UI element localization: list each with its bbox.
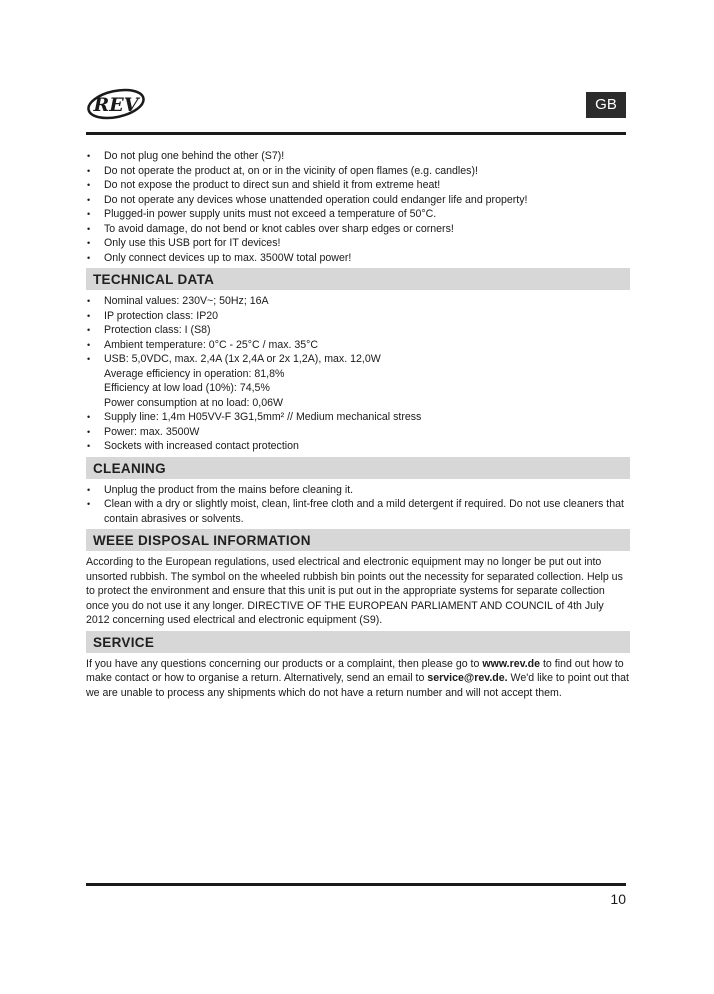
list-item: • Nominal values: 230V~; 50Hz; 16A	[86, 294, 630, 309]
usb-spec: • USB: 5,0VDC, max. 2,4A (1x 2,4A or 2x 1,2A), max. 12,0W	[104, 353, 381, 365]
rev-logo-text: REV	[93, 94, 139, 116]
service-text-part: to find out how to make contact or how to organise a return. Alternatively, send an email to	[86, 657, 624, 684]
list-item: • Ambient temperature: 0°C - 25°C / max. 35°C	[86, 338, 630, 353]
technical-data-list	[86, 294, 630, 454]
list-item: • Supply line: 1,4m H05VV-F 3G1,5mm² // Medium mechanical stress	[86, 410, 630, 425]
list-item: • Sockets with increased contact protection	[86, 439, 630, 454]
header-divider	[86, 132, 626, 135]
list-item: • Protection class: I (S8)	[86, 323, 630, 338]
service-text	[86, 657, 630, 701]
weee-heading: WEEE DISPOSAL INFORMATION	[86, 529, 630, 551]
list-item: • Do not plug one behind the other (S7)!	[86, 149, 630, 164]
service-text-part: We'd like to point out that we are unable to process any shipments which do not have a return number and will not accept them.	[86, 672, 629, 699]
list-item: • Do not expose the product to direct sun and shield it from extreme heat!	[86, 178, 630, 193]
list-item: • Do not operate any devices whose unattended operation could endanger life and property!	[86, 193, 630, 208]
list-item: • Only connect devices up to max. 3500W total power!	[86, 251, 630, 266]
list-item: • IP protection class: IP20	[86, 309, 630, 324]
manual-content	[86, 149, 630, 700]
list-item: • Only use this USB port for IT devices!	[86, 236, 630, 251]
list-item: • Clean with a dry or slightly moist, clean, lint-free cloth and a mild detergent if required. Do not use cleaners that contain abrasives or solvents.	[86, 497, 630, 526]
cleaning-list	[86, 483, 630, 527]
usb-low-load-efficiency: Efficiency at low load (10%): 74,5%	[104, 382, 270, 394]
list-item: • Unplug the product from the mains before cleaning it.	[86, 483, 630, 498]
cleaning-heading: CLEANING	[86, 457, 630, 479]
language-badge: GB	[586, 92, 626, 118]
page-number: 10	[610, 891, 626, 907]
list-item: • Do not operate the product at, on or in the vicinity of open flames (e.g. candles)!	[86, 164, 630, 179]
list-item: • Plugged-in power supply units must not exceed a temperature of 50°C.	[86, 207, 630, 222]
usb-no-load-consumption: Power consumption at no load: 0,06W	[104, 396, 284, 409]
safety-list	[86, 149, 630, 265]
email-link[interactable]: service@rev.de.	[427, 672, 508, 684]
rev-logo	[86, 86, 146, 122]
service-heading: SERVICE	[86, 631, 630, 653]
usb-list-item	[86, 352, 630, 410]
list-item: • To avoid damage, do not bend or knot cables over sharp edges or corners!	[86, 222, 630, 237]
weee-text: According to the European regulations, used electrical and electronic equipment may no longer be put out into unsorted rubbish. The symbol on the wheeled rubbish bin points out the necessity for separated collection. Help us to protect the environment and ensure that this unit is put out in the appropriate systems for separate collection once you do not use it any longer. DIRECTIVE OF THE EUROPEAN PARLIAMENT AND COUNCIL of 4th July 2012 concerning used electrical and electronic equipment (S9).	[86, 556, 623, 626]
list-item: • Power: max. 3500W	[86, 425, 630, 440]
website-link[interactable]: www.rev.de	[482, 657, 541, 670]
usb-efficiency: Average efficiency in operation: 81,8%	[104, 367, 285, 380]
technical-data-heading: TECHNICAL DATA	[86, 268, 630, 290]
service-text-part: If you have any questions concerning our products or a complaint, then please go to	[86, 657, 483, 670]
footer-divider	[86, 883, 626, 886]
